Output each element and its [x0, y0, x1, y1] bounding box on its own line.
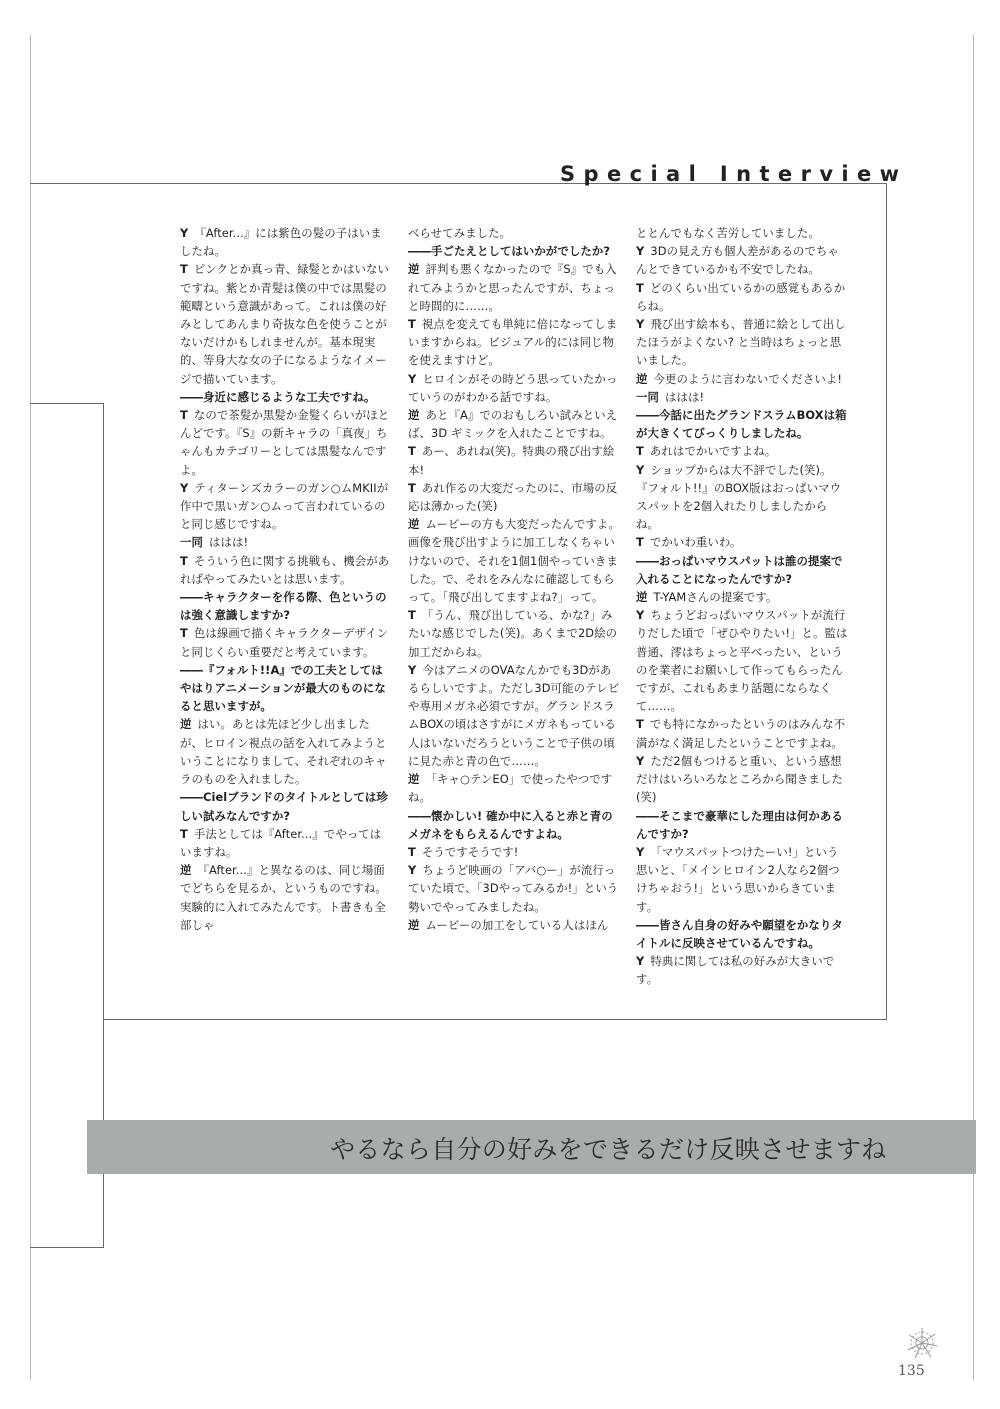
speaker-label: 逆	[408, 772, 420, 787]
answer-text: ムービーの方も大変だったんですよ。画像を飛び出すように加工しなくちゃいけないので、それを1個1個やっていきました。で、それをみんなに確認してもらって。「飛び出してますよね?」って。	[408, 517, 620, 605]
interview-answer	[636, 242, 848, 278]
answer-text: でかいわ重いわ。	[649, 535, 742, 550]
speaker-label: 逆	[408, 408, 420, 423]
interviewer-question: ――そこまで豪華にした理由は何かあるんですか?	[636, 808, 843, 841]
interview-answer	[408, 606, 620, 661]
interview-answer	[180, 479, 392, 534]
speaker-label: Y	[636, 244, 645, 259]
speaker-label: T	[180, 626, 188, 641]
interview-column-1	[180, 224, 392, 934]
answer-text: 視点を変えても単純に倍になってしまいますからね。ビジュアル的には同じ物を使えますけど。	[408, 317, 618, 368]
speaker-label: T	[408, 844, 416, 859]
interview-answer	[408, 442, 620, 478]
interview-column-2	[408, 224, 620, 934]
speaker-label: Y	[408, 863, 417, 878]
floral-ornament-icon	[905, 1326, 939, 1360]
interview-answer	[408, 770, 620, 806]
speaker-label: Y	[636, 608, 645, 623]
answer-text: 「うん、飛び出している、かな?」みたいな感じでした(笑)。あくまで2D絵の加工だからね。	[408, 608, 618, 659]
speaker-label: Y	[636, 844, 645, 859]
answer-text: あと『A』でのおもしろい試みといえば、3D ギミックを入れたことですね。	[408, 408, 618, 441]
speaker-label: T	[408, 480, 416, 495]
speaker-label: T	[180, 262, 188, 277]
speaker-label: Y	[180, 226, 189, 240]
interview-answer	[180, 624, 392, 660]
speaker-label: 逆	[180, 717, 192, 732]
left-bracket-bottom	[30, 1247, 104, 1248]
answer-text: どのくらい出ているかの感覚もあるからね。	[636, 280, 846, 313]
interviewer-question: ――皆さん自身の好みや願望をかなりタイトルに反映させているんですね。	[636, 917, 843, 950]
interviewer-question: ――『フォルト!!A』での工夫としてはやはりアニメーションが最大のものになると思いますが。	[180, 662, 386, 714]
speaker-label: Y	[408, 371, 417, 386]
speaker-label: T	[180, 826, 188, 841]
section-title: Special Interview	[560, 162, 908, 186]
interview-answer	[636, 224, 848, 242]
speaker-label: 逆	[408, 262, 420, 277]
interview-answer	[180, 715, 392, 788]
speaker-label: T	[636, 444, 644, 459]
answer-text: T-YAMさんの提案です。	[653, 590, 778, 605]
page-left-border	[30, 35, 31, 1380]
interview-answer	[180, 533, 392, 551]
interview-answer	[636, 442, 848, 460]
interview-answer	[180, 406, 392, 479]
interview-answer	[408, 661, 620, 770]
answer-text: ははは!	[664, 389, 705, 404]
interview-answer	[408, 843, 620, 861]
page-right-border	[973, 35, 974, 1380]
speaker-label: Y	[408, 662, 417, 677]
answer-text: 色は線画で描くキャラクターデザインと同じくらい重要だと考えています。	[180, 626, 389, 659]
interview-answer	[180, 861, 392, 934]
interviewer-question: ――手ごたえとしてはいかがでしたか?	[408, 244, 611, 259]
answer-text: はい。あとは先ほど少し出ましたが、ヒロイン視点の話を入れてみようということになりまして、それぞれのキャラのものを入れました。	[180, 717, 387, 787]
answer-text: ピンクとか真っ青、緑髪とかはいないですね。紫とか青髪は僕の中では黒髪の範疇という意識があって。これは僕の好みとしてあんまり奇抜な色を使うことがないだけかもしれませんが。基本現実的、等身大な女の子になるようなイメージで描いています。	[180, 262, 389, 386]
answer-text: 「マウスパットつけたーい!」という思いと、「メインヒロイン2人なら2個つけちゃおう!」という思いからきています。	[636, 844, 840, 914]
answer-text: 『After...』には紫色の髪の子はいましたね。	[180, 226, 382, 259]
speaker-label: T	[180, 408, 188, 423]
speaker-label: 一同	[180, 535, 203, 550]
speaker-label: T	[180, 553, 188, 568]
answer-text: あれはでかいですよね。	[649, 444, 777, 459]
speaker-label: 逆	[408, 917, 420, 932]
frame-right-rule	[886, 183, 887, 1020]
interview-answer	[636, 715, 848, 751]
speaker-label: 逆	[180, 863, 192, 878]
answer-text: あれ作るの大変だったのに、市場の反応は薄かった(笑)	[408, 480, 618, 514]
interviewer-question: ――Cielブランドのタイトルとしては珍しい試みなんですか?	[180, 790, 388, 823]
speaker-label: Y	[636, 462, 645, 477]
interview-answer	[636, 388, 848, 406]
frame-bottom-rule	[103, 1019, 887, 1020]
speaker-label: Y	[180, 480, 189, 495]
answer-text: ただ2個もつけると重い、という感想だけはいろいろなところから聞きました(笑)	[636, 753, 843, 805]
answer-text: ムービーの加工をしている人はほん	[425, 917, 609, 932]
interview-column-3	[636, 224, 848, 989]
answer-text: 『After...』と異なるのは、同じ場面でどちらを見るか、というものですね。実験的に入れてみたんです。ト書きも全部しゃ	[180, 863, 387, 932]
interview-answer	[408, 370, 620, 406]
answer-text: 今更のように言わないでくださいよ!	[653, 371, 843, 386]
answer-text: でも特になかったというのはみんな不満がなく満足したということですよね。	[636, 717, 846, 750]
interview-answer	[636, 752, 848, 807]
interview-answer	[408, 479, 620, 515]
interviewer-question: ――キャラクターを作る際、色というのは強く意識しますか?	[180, 590, 387, 623]
answer-text: ちょうどおっぱいマウスパットが流行りだした頃で「ぜひやりたい!」と。監は普通、澪はちょっと平べったい、というのを業者にお願いして作ってもらったんですが、これもあまり話題にならなくて……。	[636, 608, 848, 714]
answer-text: 3Dの見え方も個人差があるのでちゃんとできているかも不安でしたね。	[636, 244, 839, 277]
answer-text: ティターンズカラーのガン○ムMKIIが作中で黒いガン○ムって言われているのと同じ感じですね。	[180, 480, 389, 532]
interview-answer	[636, 843, 848, 916]
answer-text: なので茶髪か黒髪か金髪くらいがほとんどです。『S』の新キャラの「真夜」ちゃんもカテゴリーとしては黒髪なんですよ。	[180, 408, 390, 477]
interview-answer	[636, 279, 848, 315]
answer-text: あー、あれね(笑)。特典の飛び出す絵本!	[408, 444, 615, 477]
answer-text: ショップからは大不評でした(笑)。『フォルト!!』のBOX版はおっぱいマウスパットを2個入れたりしましたからね。	[636, 462, 842, 532]
speaker-label: T	[408, 317, 416, 332]
page-number: 135	[898, 1363, 925, 1379]
answer-text: 今はアニメのOVAなんかでも3Dがあるらしいですよ。ただし3D可能のテレビや専用メガネ必須ですが。グランドスラムBOXの頃はさすがにメガネもっている人はいないだろうということで子供の頃に見た赤と青の色で……。	[408, 662, 620, 768]
interviewer-question: ――懐かしい! 確か中に入ると赤と青のメガネをもらえるんですよね。	[408, 808, 613, 841]
speaker-label: T	[408, 608, 416, 623]
interview-answer	[180, 825, 392, 861]
answer-text: ちょうど映画の「アバ○ー」が流行っていた頃で、「3Dやってみるか!」という勢いでやってみましたね。	[408, 863, 619, 914]
answer-text: 特典に関しては私の好みが大きいです。	[636, 954, 835, 987]
speaker-label: 逆	[408, 517, 420, 532]
speaker-label: 一同	[636, 389, 659, 404]
interview-answer	[408, 515, 620, 606]
answer-text: 評判も悪くなかったので『S』でも入れてみようかと思ったんですが、ちょっと時間的に……。	[408, 262, 617, 313]
speaker-label: 逆	[636, 371, 648, 386]
interview-answer	[636, 315, 848, 370]
interview-answer	[636, 588, 848, 606]
speaker-label: Y	[636, 753, 645, 768]
interview-answer	[636, 370, 848, 388]
interview-answer	[180, 260, 392, 387]
interview-answer	[408, 224, 620, 242]
speaker-label: T	[636, 280, 644, 295]
interviewer-question: ――おっぱいマウスパットは誰の提案で入れることになったんですか?	[636, 553, 843, 586]
answer-text: ははは!	[208, 535, 249, 550]
answer-text: そういう色に関する挑戦も、機会があればやってみたいとは思います。	[180, 553, 390, 586]
speaker-label: T	[408, 444, 416, 459]
speaker-label: Y	[636, 317, 645, 332]
interview-answer	[636, 461, 848, 534]
interview-answer	[408, 315, 620, 370]
answer-text: 飛び出す絵本も、普通に絵として出したほうがよくない? と当時はちょっと思いました。	[636, 317, 846, 368]
interviewer-question: ――今話に出たグランドスラムBOXは箱が大きくてびっくりしましたね。	[636, 408, 847, 441]
left-bracket-top	[30, 403, 104, 404]
speaker-label: T	[636, 535, 644, 550]
answer-text: 手法としては『After...』でやってはいますね。	[180, 826, 382, 859]
interview-answer	[180, 224, 392, 260]
interviewer-question: ――身近に感じるような工夫ですね。	[180, 389, 376, 404]
answer-text: ととんでもなく苦労していました。	[636, 226, 820, 240]
interview-answer	[408, 260, 620, 315]
answer-text: べらせてみました。	[408, 226, 512, 240]
speaker-label: Y	[636, 954, 645, 969]
speaker-label: T	[636, 717, 644, 732]
interview-answer	[636, 606, 848, 715]
interview-answer	[636, 533, 848, 551]
interview-answer	[636, 952, 848, 988]
answer-text: そうですそうです!	[421, 844, 519, 859]
interview-answer	[408, 916, 620, 934]
speaker-label: 逆	[636, 590, 648, 605]
interview-answer	[408, 406, 620, 442]
pull-quote-text: やるなら自分の好みをできるだけ反映させますね	[330, 1135, 887, 1164]
answer-text: ヒロインがその時どう思っていたかっていうのがわかる話ですね。	[408, 371, 618, 404]
interview-answer	[180, 552, 392, 588]
answer-text: 「キャ○テンEO」で使ったやつですね。	[408, 772, 613, 805]
interview-answer	[408, 861, 620, 916]
